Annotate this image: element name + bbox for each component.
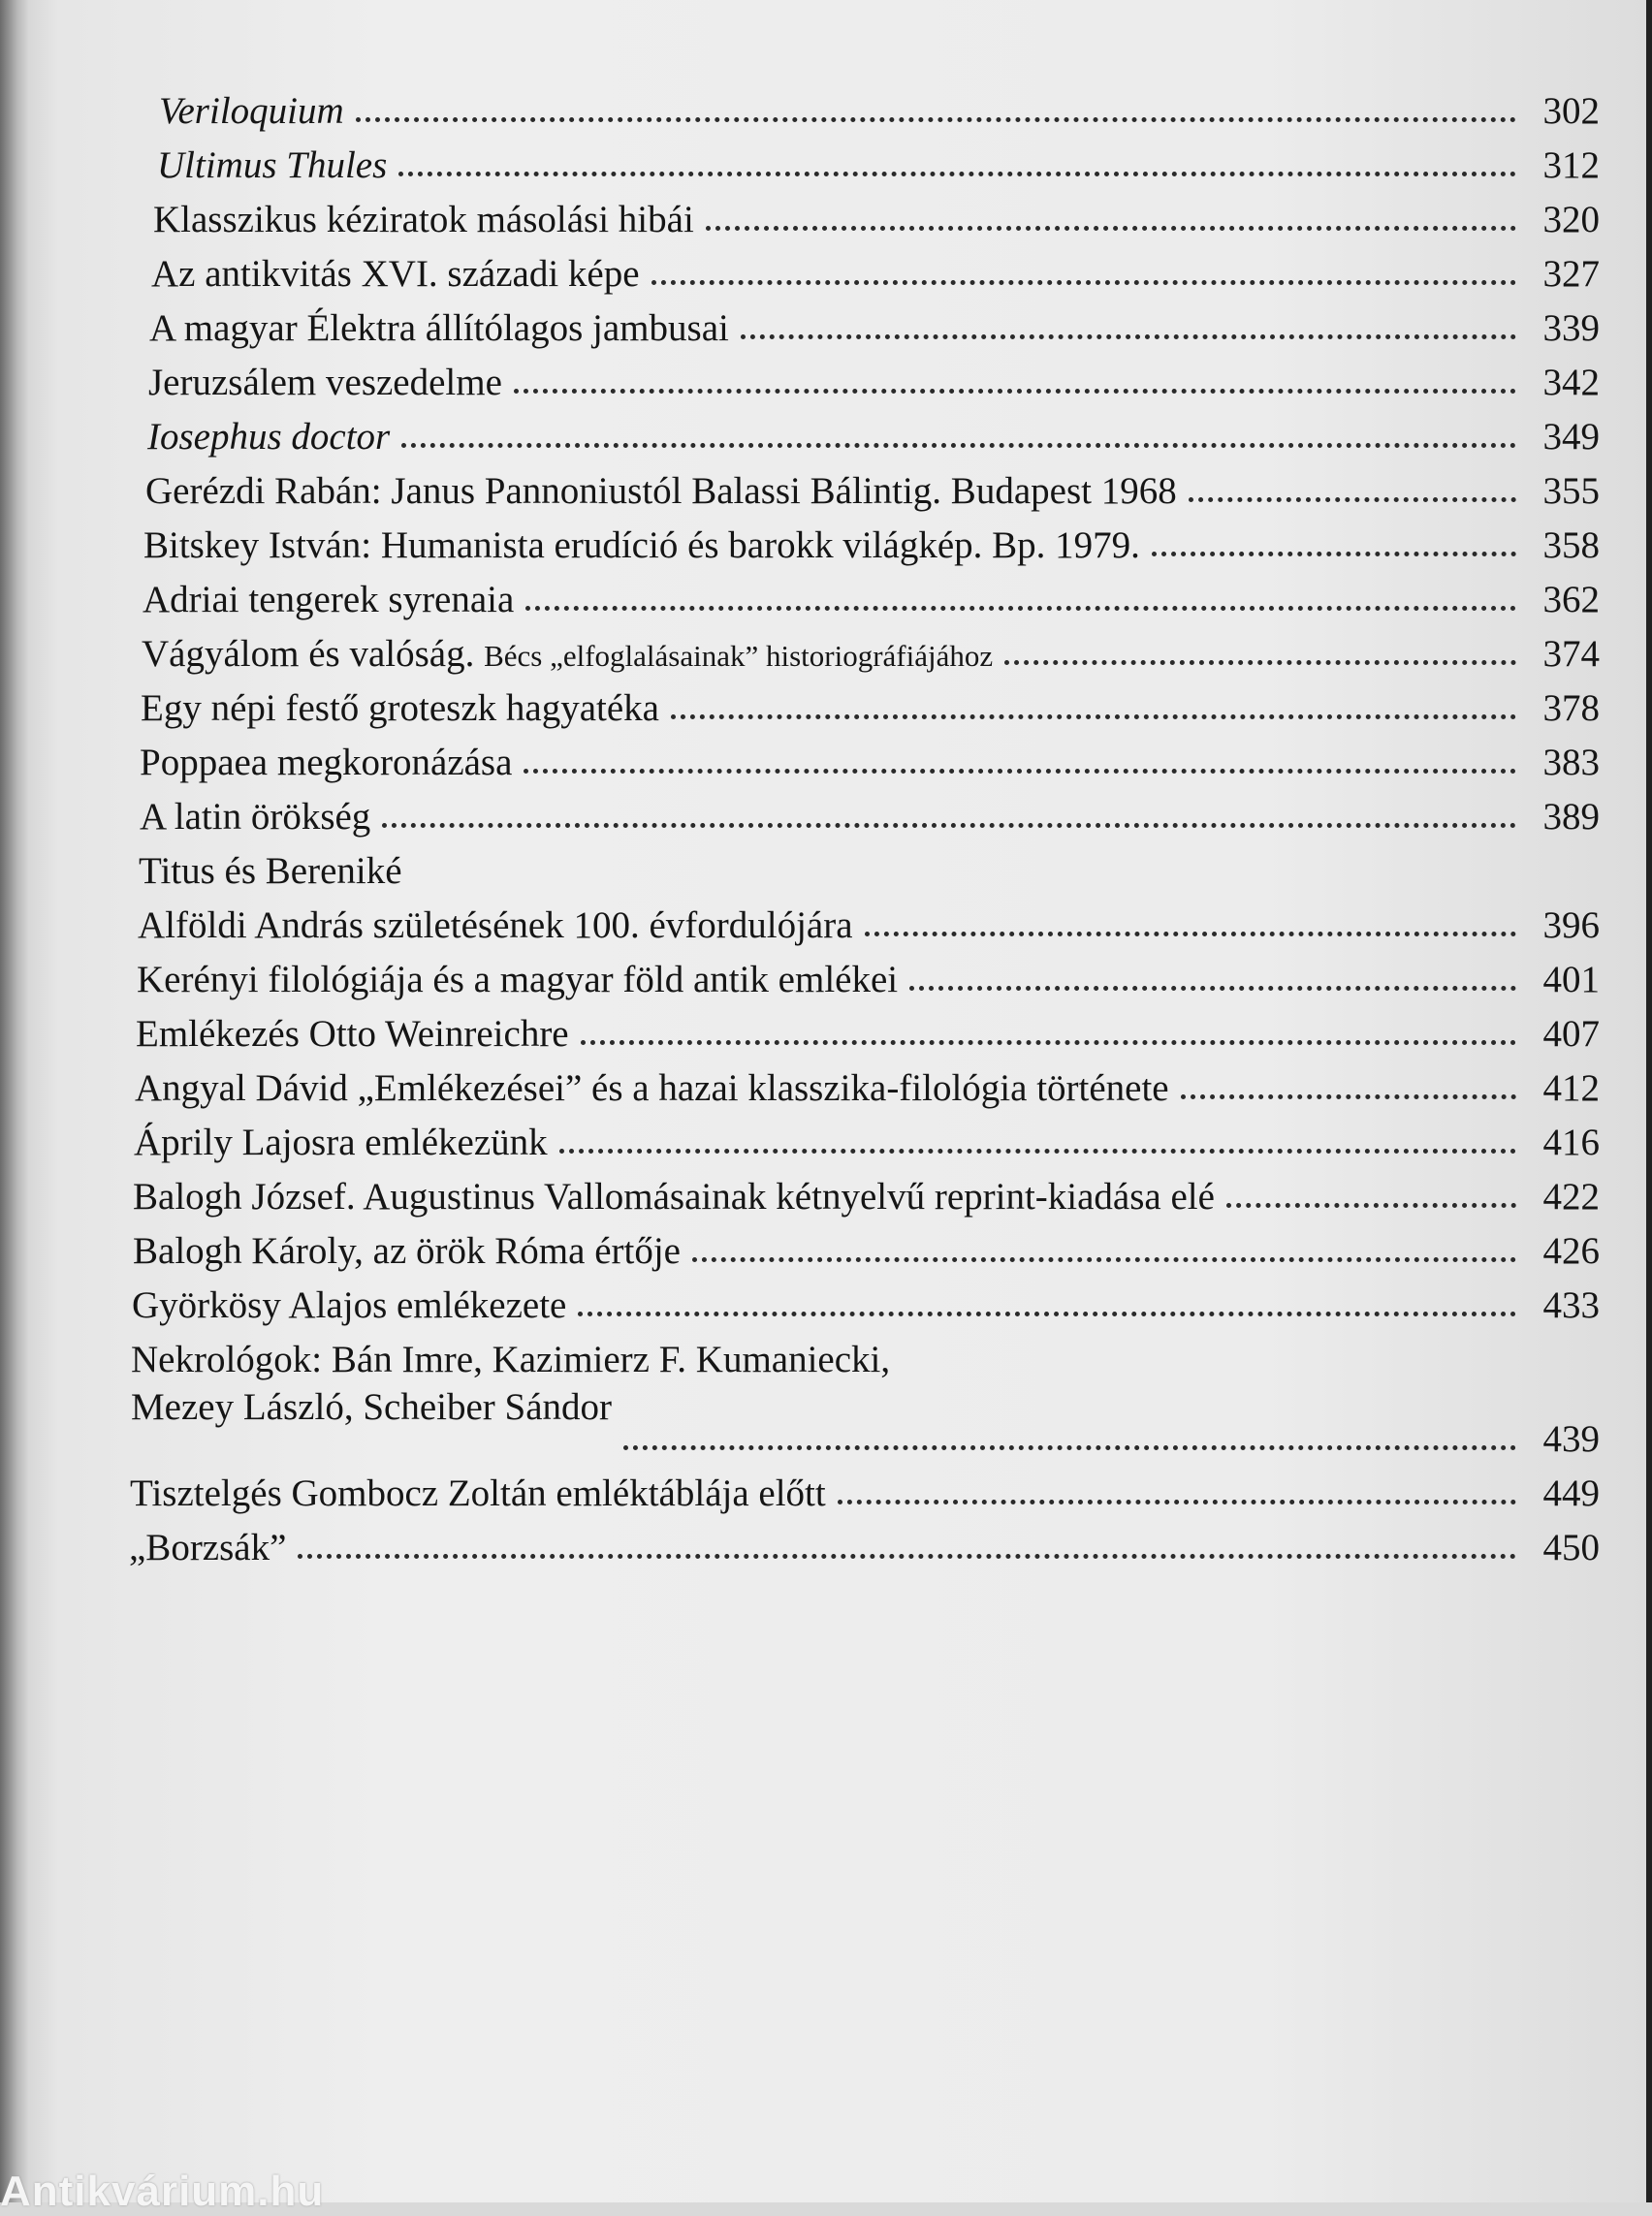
toc-entry-page: 302 [1542,90,1600,132]
toc-entry-page: 327 [1542,253,1600,295]
toc-entry-title: Kerényi filológiája és a magyar föld antik emlékei [137,959,899,1000]
toc-entry-title: Tisztelgés Gombocz Zoltán emléktáblája előtt [130,1472,826,1514]
toc-entry-title: A latin örökség [140,796,371,838]
leader-dots [838,1500,1516,1504]
toc-entry-page: 342 [1542,362,1600,403]
leader-dots [1189,497,1516,502]
toc-entry-page: 378 [1542,687,1600,729]
toc-entry [142,618,1600,673]
toc-entry-page: 355 [1542,470,1600,512]
leader-dots [356,117,1516,122]
toc-entry [139,836,1600,890]
leader-dots [401,443,1516,448]
leader-dots [382,823,1516,828]
toc-entry-page: 422 [1542,1176,1600,1218]
toc-entry-page: 374 [1542,633,1600,675]
toc-entry [133,1216,1600,1270]
leader-dots [559,1149,1516,1154]
watermark-logo: Antikvárium.hu [0,2168,325,2215]
toc-entry [148,347,1600,401]
leader-dots [581,1040,1516,1045]
toc-entry-page: 426 [1542,1230,1600,1272]
toc-entry [141,673,1600,727]
leader-dots [398,172,1516,176]
toc-entry-title: Ultimus Thules [157,144,388,186]
toc-entry-page: 439 [1542,1418,1600,1460]
toc-entry [138,890,1600,944]
toc-entry [145,456,1600,510]
toc-entry-page: 416 [1542,1122,1600,1163]
leader-dots [298,1554,1516,1559]
leader-dots [741,334,1516,339]
toc-entry [157,130,1600,184]
toc-entry [143,564,1600,618]
toc-entry-title: Alföldi András születésének 100. évfordulójára [138,904,853,946]
toc-entry [131,1324,1600,1378]
toc-entry-page: 412 [1542,1067,1600,1109]
toc-entry [134,1107,1600,1161]
toc-entry-title: Egy népi festő groteszk hagyatéka [141,687,659,729]
toc-entry [135,1053,1600,1107]
toc-entry-title: Poppaea megkoronázása [140,742,513,783]
leader-dots [524,769,1516,774]
toc-entry-title: „Borzsák” [129,1527,287,1568]
toc-entry [140,727,1600,781]
leader-dots [1152,552,1516,556]
leader-dots [909,986,1516,991]
toc-entry-title: Adriai tengerek syrenaia [143,579,515,620]
leader-dots [671,714,1516,719]
toc-entry-title: Mezey László, Scheiber Sándor [131,1386,612,1428]
toc-entry-title: Balogh Károly, az örök Róma értője [133,1230,681,1272]
toc-entry [143,510,1600,564]
toc-entry-title: Klasszikus kéziratok másolási hibái [153,199,694,240]
toc-entry [136,998,1600,1053]
leader-dots [651,280,1516,285]
toc-entry-subtitle: Bécs „elfoglalásainak” historiográfiájához [484,639,994,673]
leader-dots [1004,660,1516,665]
toc-entry-page: 339 [1542,307,1600,349]
toc-entry-title: Gerézdi Rabán: Janus Pannoniustól Balassi Bálintig. Budapest 1968 [145,470,1177,512]
toc-entry-title: Angyal Dávid „Emlékezései” és a hazai klasszika-filológia története [135,1067,1169,1109]
toc-entry-page: 358 [1542,524,1600,566]
toc-entry [132,1270,1600,1324]
toc-entry-title: Emlékezés Otto Weinreichre [136,1013,569,1055]
toc-entry [133,1161,1600,1216]
toc-entry-page: 396 [1542,904,1600,946]
toc-entry [137,944,1600,998]
toc-entry-page: 407 [1542,1013,1600,1055]
toc-entry [147,401,1600,456]
toc-entry-title: Az antikvitás XVI. századi képe [151,253,640,295]
toc-entry-page: 362 [1542,579,1600,620]
toc-entry [159,76,1600,130]
leader-dots [1226,1203,1516,1208]
toc-entry-title: Jeruzsálem veszedelme [148,362,502,403]
toc-entry [129,1512,1600,1567]
toc-entry [131,1378,1600,1458]
leader-dots [578,1312,1516,1316]
toc-entry-title-wrap [142,635,993,673]
leader-dots [692,1257,1516,1262]
toc-entry-title: Veriloquium [159,90,344,132]
toc-entry-title: Áprily Lajosra emlékezünk [134,1122,548,1163]
toc-entry [130,1458,1600,1512]
toc-entry-title: Nekrológok: Bán Imre, Kazimierz F. Kumaniecki, [131,1339,891,1380]
toc-entry-page: 383 [1542,742,1600,783]
toc-entry-page: 320 [1542,199,1600,240]
toc-entry [151,238,1600,293]
toc-entry-title: Györkösy Alajos emlékezete [132,1284,567,1326]
toc-entry-title: Bitskey István: Humanista erudíció és barokk világkép. Bp. 1979. [143,524,1140,566]
toc-entry [140,781,1600,836]
leader-dots [525,606,1516,611]
leader-dots [706,226,1516,231]
toc-entry [153,184,1600,238]
toc-entry-page: 450 [1542,1527,1600,1568]
toc-entry [149,293,1600,347]
toc-entry-page: 312 [1542,144,1600,186]
toc-entry-title: Balogh József. Augustinus Vallomásainak kétnyelvű reprint-kiadása elé [133,1176,1215,1218]
leader-dots [514,389,1516,394]
toc-entry-title: A magyar Élektra állítólagos jambusai [149,307,729,349]
toc-entry-page: 401 [1542,959,1600,1000]
toc-entry-title: Titus és Bereniké [139,850,402,892]
toc-entry-page: 449 [1542,1472,1600,1514]
leader-dots [865,932,1516,936]
toc-entry-title: Vágyálom és valóság. [142,633,475,675]
toc-entry-page: 433 [1542,1284,1600,1326]
leader-dots [1181,1094,1516,1099]
leader-dots [623,1445,1516,1450]
toc-entry-page: 349 [1542,416,1600,458]
toc-entry-page: 389 [1542,796,1600,838]
toc-entry-title: Iosephus doctor [147,416,391,458]
